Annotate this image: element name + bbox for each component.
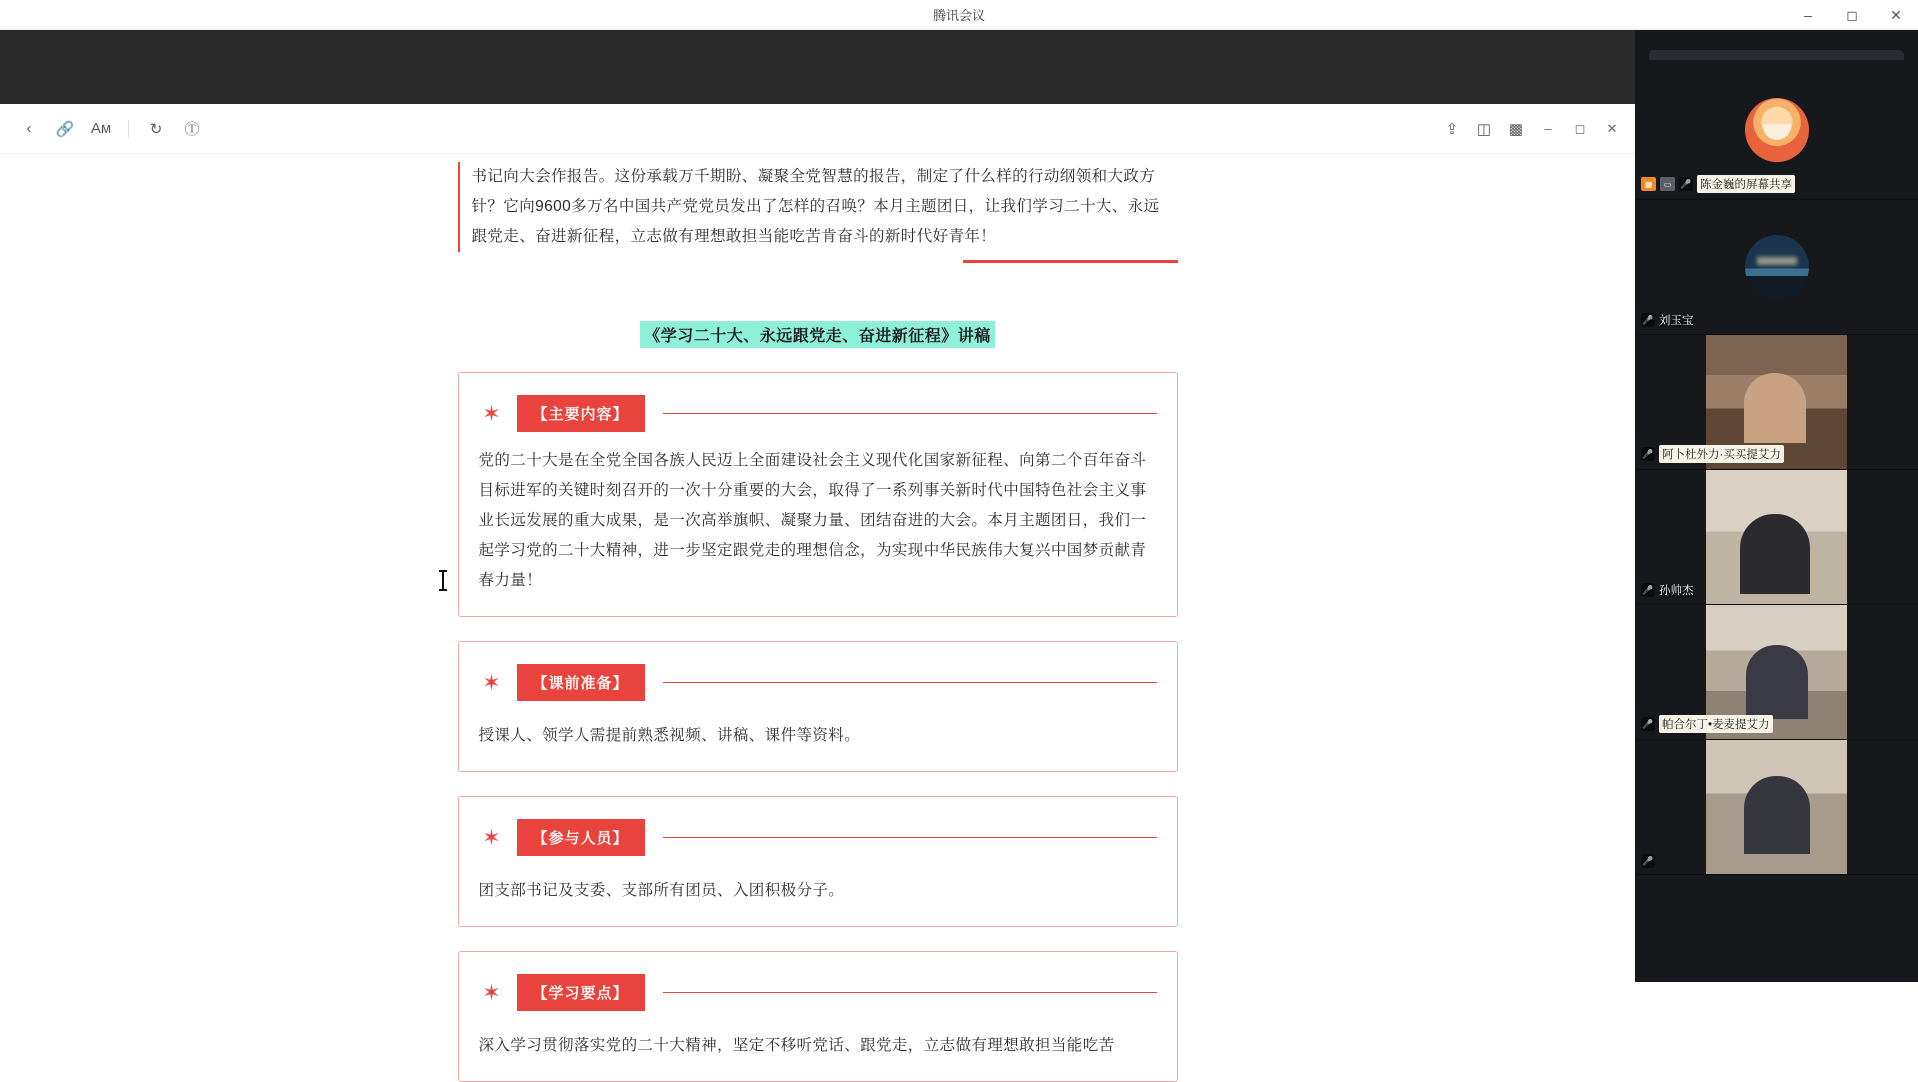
section-tag: 【参与人员】: [517, 819, 645, 856]
section-card: [458, 641, 1178, 772]
star-icon: ✶: [482, 824, 501, 850]
document-toolbar-right: [1437, 114, 1635, 144]
link-icon[interactable]: 🔗: [55, 120, 75, 138]
participants-panel: [1635, 30, 1918, 982]
close-icon[interactable]: ✕: [1890, 6, 1902, 23]
avatar: [1745, 98, 1809, 162]
document-scroll-region[interactable]: [0, 154, 1635, 1054]
refresh-icon[interactable]: ↻: [149, 120, 163, 138]
share-icon[interactable]: ⇪: [1445, 120, 1459, 138]
star-icon: ✶: [482, 669, 501, 695]
participant-name: 刘玉宝: [1659, 315, 1694, 327]
window-title: 腾讯会议: [932, 8, 985, 23]
mic-muted-icon: 🎤: [1641, 854, 1655, 868]
section-header: [479, 819, 1157, 856]
section-body: 深入学习贯彻落实党的二十大精神，坚定不移听党话、跟党走，立志做有理想敢担当能吃苦: [478, 1037, 1115, 1054]
tile-video: [1635, 740, 1918, 874]
document-page: [458, 154, 1178, 1082]
text-cursor: [442, 572, 444, 589]
participant-tile[interactable]: [1635, 740, 1918, 875]
star-icon: ✶: [482, 400, 501, 426]
participant-tile[interactable]: [1635, 60, 1918, 200]
participant-name: 孙帅杰: [1659, 585, 1694, 597]
section-header: [479, 395, 1157, 432]
shared-screen-area: [0, 30, 1635, 1054]
avatar: [1745, 235, 1809, 299]
video-feed: [1706, 740, 1847, 874]
red-rule: [963, 260, 1178, 263]
section-card: [458, 951, 1178, 1082]
participant-name: 帕合尔丁•麦麦提艾力: [1659, 715, 1773, 733]
layout-icon[interactable]: ▩: [1508, 120, 1524, 138]
loading-spinner-icon: [1766, 526, 1788, 548]
participant-tile[interactable]: [1635, 200, 1918, 335]
mic-muted-icon: 🎤: [1641, 717, 1655, 731]
mic-muted-icon: 🎤: [1641, 447, 1655, 461]
section-tag: 【学习要点】: [517, 974, 645, 1011]
camera-badge: ▭: [1660, 177, 1675, 191]
section-tag: 【主要内容】: [517, 395, 645, 432]
package-icon[interactable]: ◫: [1476, 120, 1492, 138]
shared-screen-letterbox: [0, 30, 1635, 104]
toolbar-divider: [128, 120, 129, 138]
screen-share-badge: ▦: [1641, 177, 1656, 191]
back-arrow-icon[interactable]: ‹: [26, 120, 32, 137]
section-tag: 【课前准备】: [517, 664, 645, 701]
participant-tile[interactable]: [1635, 605, 1918, 740]
header-rule: [663, 992, 1157, 993]
participant-name: 阿卜杜外力·买买提艾力: [1659, 445, 1784, 463]
minimize-icon[interactable]: –: [1804, 7, 1812, 23]
intro-paragraph: 书记向大会作报告。这份承载万千期盼、凝聚全党智慧的报告，制定了什么样的行动纲领和大政方针？它向9600多万名中国共产党党员发出了怎样的召唤？本月主题团日，让我们学习二十大、永远跟党走、奋进新征程，立志做有理想敢担当能吃苦肯奋斗的新时代好青年！: [458, 162, 1178, 252]
participant-nameplate: [1641, 445, 1784, 463]
video-feed: [1706, 470, 1847, 604]
participant-tiles[interactable]: [1635, 60, 1918, 982]
participant-nameplate: [1641, 312, 1694, 328]
section-body: 授课人、领学人需提前熟悉视频、讲稿、课件等资料。: [478, 727, 861, 744]
section-card: [458, 796, 1178, 927]
mic-icon: 🎤: [1679, 177, 1693, 191]
window-controls: [1786, 0, 1918, 30]
participant-nameplate: [1641, 715, 1773, 733]
section-header: [479, 974, 1157, 1011]
section-body: 党的二十大是在全党全国各族人民迈上全面建设社会主义现代化国家新征程、向第二个百年奋斗目标进军的关键时刻召开的一次十分重要的大会，取得了一系列事关新时代中国特色社会主义事业长远发展的重大成果，是一次高举旗帜、凝聚力量、团结奋进的大会。本月主题团日，我们一起学习党的二十大精神，进一步坚定跟党走的理想信念，为实现中华民族伟大复兴中国梦贡献青春力量！: [478, 452, 1147, 589]
section-header: [479, 664, 1157, 701]
header-rule: [663, 837, 1157, 838]
doc-maximize-icon[interactable]: ◻: [1574, 120, 1586, 136]
document-title-row: [458, 321, 1178, 348]
participant-nameplate: [1641, 175, 1795, 193]
page-title: 《学习二十大、永远跟党走、奋进新征程》讲稿: [640, 321, 995, 348]
mic-muted-icon: 🎤: [1641, 583, 1655, 597]
document-toolbar-left: [0, 114, 207, 144]
section-card: [458, 372, 1178, 617]
header-rule: [663, 682, 1157, 683]
participant-nameplate: [1641, 582, 1694, 598]
window-title-bar: [0, 0, 1918, 30]
participant-tile[interactable]: [1635, 335, 1918, 470]
maximize-icon[interactable]: ◻: [1846, 6, 1858, 23]
participant-nameplate: [1641, 854, 1659, 868]
participant-tile[interactable]: [1635, 470, 1918, 605]
document-toolbar: [0, 104, 1635, 154]
star-icon: ✶: [482, 979, 501, 1005]
section-body: 团支部书记及支委、支部所有团员、入团积极分子。: [478, 882, 845, 899]
participant-name: 陈金巍的屏幕共享: [1697, 175, 1795, 193]
mic-muted-icon: 🎤: [1641, 313, 1655, 327]
font-size-icon[interactable]: Aᴍ: [90, 120, 112, 137]
header-rule: [663, 413, 1157, 414]
compass-icon[interactable]: Ⓣ: [184, 121, 200, 138]
doc-minimize-icon[interactable]: –: [1544, 121, 1552, 136]
doc-close-icon[interactable]: ✕: [1606, 120, 1618, 136]
